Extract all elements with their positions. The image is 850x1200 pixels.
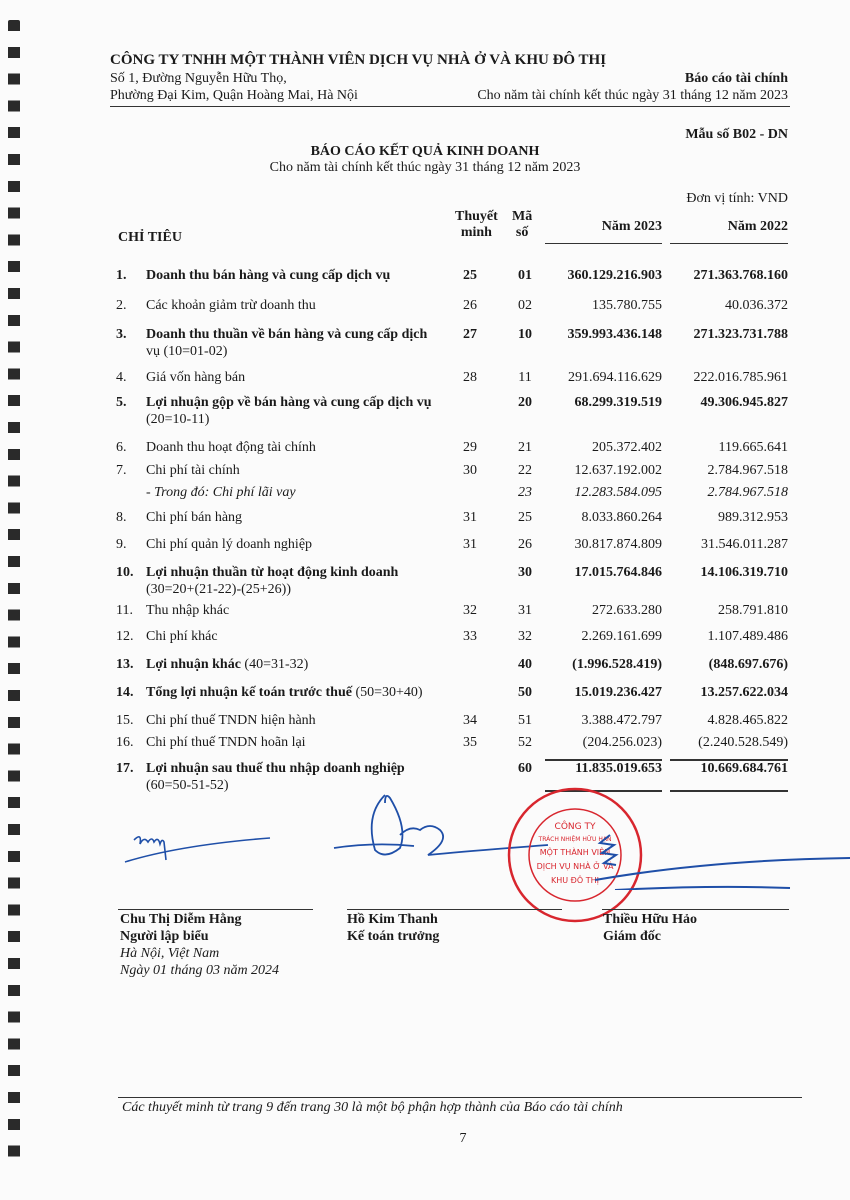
row-value-2023: 11.835.019.653 [575, 761, 662, 776]
company-name: CÔNG TY TNHH MỘT THÀNH VIÊN DỊCH VỤ NHÀ Ở VÀ KHU ĐÔ THỊ [110, 52, 607, 68]
address-line1: Số 1, Đường Nguyễn Hữu Thọ, [110, 71, 287, 86]
row-index: 6. [116, 440, 127, 455]
row-label-formula: vụ (10=01-02) [146, 344, 228, 359]
row-value-2023: 3.388.472.797 [581, 713, 662, 728]
row-label: Doanh thu thuần về bán hàng và cung cấp dịch [146, 327, 428, 342]
row-label: - Trong đó: Chi phí lãi vay [146, 485, 296, 500]
row-value-2022: 989.312.953 [718, 510, 788, 525]
row-value-2022: 49.306.945.827 [700, 395, 788, 410]
row-value-2023: 68.299.319.519 [574, 395, 662, 410]
signature-line-1 [118, 909, 313, 910]
row-value-2022: 31.546.011.287 [701, 537, 788, 552]
row-note: 31 [463, 510, 477, 525]
row-code: 25 [518, 510, 532, 525]
row-index: 12. [116, 629, 134, 644]
header-rule-2023 [545, 243, 662, 244]
row-value-2022: 2.784.967.518 [707, 485, 788, 500]
row-code: 22 [518, 463, 532, 478]
row-label: Doanh thu hoạt động tài chính [146, 440, 316, 455]
row-code: 40 [518, 657, 532, 672]
page-title: BÁO CÁO KẾT QUẢ KINH DOANH [310, 144, 540, 159]
signer-name-2: Hồ Kim Thanh [347, 912, 438, 927]
row-value-2022: (2.240.528.549) [698, 735, 788, 750]
row-label-formula: (50=30+40) [351, 685, 423, 700]
row-code: 20 [518, 395, 532, 410]
row-index: 3. [116, 327, 127, 342]
row-label-formula: (40=31-32) [240, 657, 309, 672]
signature-preparer [120, 820, 280, 870]
page-number: 7 [459, 1131, 467, 1146]
total-rule-top-2022 [670, 759, 788, 761]
row-value-2022: 271.323.731.788 [693, 327, 788, 342]
row-label: Các khoản giảm trừ doanh thu [146, 298, 316, 313]
row-label: Chi phí thuế TNDN hoãn lại [146, 735, 306, 750]
row-value-2023: 205.372.402 [592, 440, 662, 455]
row-label: Chi phí khác [146, 629, 218, 644]
row-code: 11 [518, 370, 532, 385]
row-label: Lợi nhuận thuần từ hoạt động kinh doanh [146, 565, 399, 580]
row-code: 32 [518, 629, 532, 644]
svg-text:MỘT THÀNH VIÊN: MỘT THÀNH VIÊN [539, 848, 611, 857]
row-label: Chi phí bán hàng [146, 510, 243, 525]
row-label-wrap [146, 685, 423, 701]
row-index: 9. [116, 537, 127, 552]
row-note: 34 [463, 713, 477, 728]
row-value-2023: 359.993.436.148 [567, 327, 662, 342]
row-note: 27 [463, 327, 477, 342]
row-value-2023: 291.694.116.629 [568, 370, 662, 385]
header-note [455, 209, 498, 241]
row-value-2022: 13.257.622.034 [700, 685, 788, 700]
row-code: 21 [518, 440, 532, 455]
row-label: Chi phí quản lý doanh nghiệp [146, 537, 313, 552]
row-value-2023: (204.256.023) [582, 735, 662, 750]
row-index: 1. [116, 268, 127, 283]
address-line2: Phường Đại Kim, Quận Hoàng Mai, Hà Nội [110, 88, 358, 103]
row-note: 35 [463, 735, 477, 750]
row-value-2022: 1.107.489.486 [707, 629, 788, 644]
row-value-2023: 360.129.216.903 [567, 268, 662, 283]
row-note: 32 [463, 603, 477, 618]
signer-role-1: Người lập biểu [120, 929, 209, 944]
row-code: 02 [518, 298, 532, 313]
header-note-line2: minh [460, 225, 492, 240]
row-value-2023: 272.633.280 [592, 603, 662, 618]
row-index: 17. [116, 761, 134, 776]
row-label: Lợi nhuận gộp về bán hàng và cung cấp dịch vụ [146, 395, 432, 410]
report-type: Báo cáo tài chính [684, 71, 788, 86]
row-value-2023: (1.996.528.419) [572, 657, 662, 672]
row-value-2022: 14.106.319.710 [700, 565, 788, 580]
row-value-2022: (848.697.676) [708, 657, 788, 672]
header-code [512, 209, 532, 241]
row-label: Tổng lợi nhuận kế toán trước thuế [146, 685, 352, 700]
row-code: 50 [518, 685, 532, 700]
signer-role-3: Giám đốc [603, 929, 661, 944]
signer-name-3: Thiều Hữu Hảo [603, 912, 697, 927]
header-note-line1: Thuyết [455, 209, 498, 224]
svg-text:TRÁCH NHIỆM HỮU HẠN: TRÁCH NHIỆM HỮU HẠN [538, 836, 612, 843]
row-label-formula: (20=10-11) [146, 412, 210, 427]
header-rule-2022 [670, 243, 788, 244]
svg-text:KHU ĐÔ THỊ: KHU ĐÔ THỊ [551, 876, 599, 885]
binder-holes [8, 20, 20, 1170]
signature-director [560, 830, 850, 890]
row-value-2023: 30.817.874.809 [574, 537, 662, 552]
row-label-formula: (60=50-51-52) [146, 778, 229, 793]
footer-divider [118, 1097, 802, 1098]
report-period: Cho năm tài chính kết thúc ngày 31 tháng 12 năm 2023 [477, 88, 788, 103]
row-index: 5. [116, 395, 127, 410]
row-code: 23 [518, 485, 532, 500]
header-year-2022: Năm 2022 [727, 219, 788, 234]
row-value-2022: 4.828.465.822 [707, 713, 788, 728]
row-value-2023: 15.019.236.427 [574, 685, 662, 700]
row-note: 30 [463, 463, 477, 478]
row-label: Thu nhập khác [146, 603, 230, 618]
row-value-2023: 135.780.755 [592, 298, 662, 313]
row-index: 16. [116, 735, 134, 750]
signature-line-2 [347, 909, 562, 910]
header-year-2023: Năm 2023 [601, 219, 662, 234]
signer-role-2: Kế toán trưởng [347, 929, 440, 944]
row-value-2022: 2.784.967.518 [707, 463, 788, 478]
form-code: Mẫu số B02 - DN [685, 127, 788, 142]
header-divider [110, 106, 790, 107]
row-index: 7. [116, 463, 127, 478]
row-code: 26 [518, 537, 532, 552]
row-note: 29 [463, 440, 477, 455]
row-code: 30 [518, 565, 532, 580]
row-code: 60 [518, 761, 532, 776]
signer-name-1: Chu Thị Diễm Hằng [120, 912, 242, 927]
svg-text:CÔNG TY: CÔNG TY [554, 822, 596, 832]
header-code-line2: số [515, 225, 529, 240]
row-label: Chi phí thuế TNDN hiện hành [146, 713, 316, 728]
row-code: 52 [518, 735, 532, 750]
footer-note: Các thuyết minh từ trang 9 đến trang 30 là một bộ phận hợp thành của Báo cáo tài chính [122, 1100, 623, 1115]
page-subtitle: Cho năm tài chính kết thúc ngày 31 tháng 12 năm 2023 [269, 160, 581, 175]
row-value-2023: 12.637.192.002 [574, 463, 662, 478]
row-label-formula: (30=20+(21-22)-(25+26)) [146, 582, 291, 597]
row-value-2023: 8.033.860.264 [581, 510, 662, 525]
row-label: Lợi nhuận sau thuế thu nhập doanh nghiệp [146, 761, 405, 776]
row-code: 51 [518, 713, 532, 728]
row-value-2023: 12.283.584.095 [574, 485, 662, 500]
row-index: 2. [116, 298, 127, 313]
signature-line-3 [602, 909, 789, 910]
row-value-2022: 271.363.768.160 [693, 268, 788, 283]
row-value-2022: 222.016.785.961 [693, 370, 788, 385]
row-label-wrap [146, 657, 308, 673]
svg-text:DỊCH VỤ NHÀ Ở VÀ: DỊCH VỤ NHÀ Ở VÀ [536, 862, 614, 871]
unit-label: Đơn vị tính: VND [686, 191, 788, 206]
row-index: 11. [116, 603, 133, 618]
row-index: 14. [116, 685, 134, 700]
row-note: 31 [463, 537, 477, 552]
row-value-2022: 119.665.641 [718, 440, 788, 455]
sign-place: Hà Nội, Việt Nam [120, 946, 220, 961]
row-index: 8. [116, 510, 127, 525]
row-index: 10. [116, 565, 134, 580]
row-index: 15. [116, 713, 134, 728]
row-label: Lợi nhuận khác [146, 657, 241, 672]
total-rule-top-2023 [545, 759, 662, 761]
row-value-2022: 258.791.810 [718, 603, 788, 618]
row-index: 4. [116, 370, 127, 385]
row-note: 26 [463, 298, 477, 313]
total-rule-bottom-2022 [670, 790, 788, 792]
row-label: Giá vốn hàng bán [146, 370, 246, 385]
row-note: 28 [463, 370, 477, 385]
header-item: CHỈ TIÊU [118, 230, 182, 245]
row-value-2022: 10.669.684.761 [700, 761, 788, 776]
row-code: 01 [518, 268, 532, 283]
row-value-2023: 17.015.764.846 [574, 565, 662, 580]
row-code: 10 [518, 327, 532, 342]
row-note: 33 [463, 629, 477, 644]
header-code-line1: Mã [512, 209, 533, 224]
sign-date: Ngày 01 tháng 03 năm 2024 [120, 963, 280, 978]
row-value-2023: 2.269.161.699 [581, 629, 662, 644]
row-label: Doanh thu bán hàng và cung cấp dịch vụ [146, 268, 391, 283]
row-note: 25 [463, 268, 477, 283]
row-code: 31 [518, 603, 532, 618]
row-label: Chi phí tài chính [146, 463, 240, 478]
row-index: 13. [116, 657, 134, 672]
row-value-2022: 40.036.372 [725, 298, 788, 313]
